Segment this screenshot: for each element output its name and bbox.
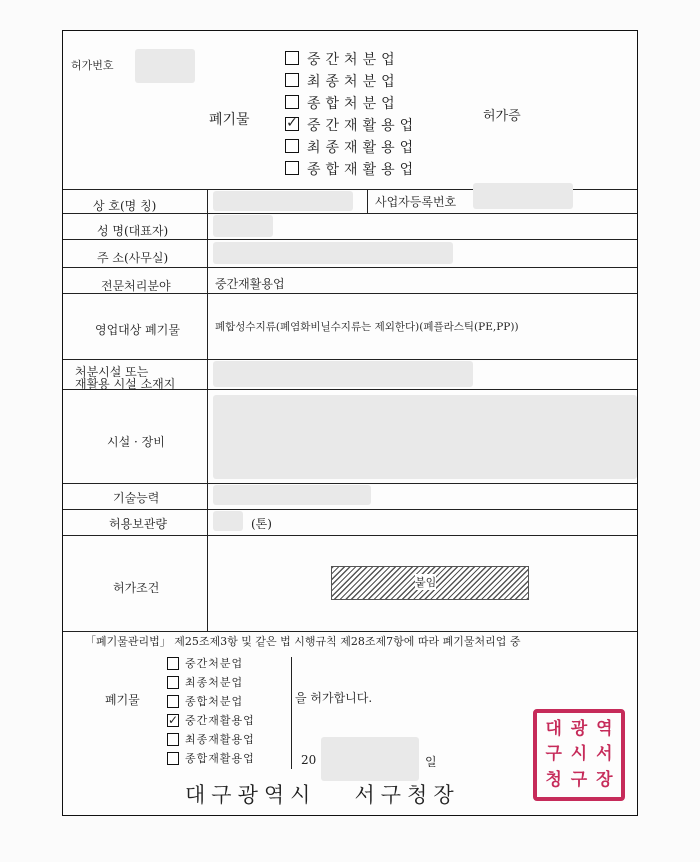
footer-waste-type-label: 최종처분업	[185, 676, 244, 689]
waste-type-label: 중간처분업	[307, 52, 400, 68]
seal-character: 구	[545, 744, 562, 765]
statement-text: 「폐기물관리법」 제25조제3항 및 같은 법 시행규칙 제28조제7항에 따라 폐기물처리업 중	[85, 635, 521, 648]
divider	[63, 535, 637, 536]
divider	[63, 483, 637, 484]
permit-no-redacted	[135, 49, 195, 83]
conditions-label: 허가조건	[113, 581, 160, 595]
footer-waste-type-label: 최종재활용업	[185, 733, 255, 746]
facility-location-label-1: 처분시설 또는	[75, 365, 149, 379]
waste-type-checkbox[interactable]	[285, 161, 299, 175]
waste-type-checkbox[interactable]	[285, 95, 299, 109]
divider	[207, 189, 208, 631]
permit-document	[62, 30, 638, 816]
address-redacted	[213, 242, 453, 264]
waste-type-label: 최종처분업	[307, 74, 400, 90]
footer-waste-type-checkbox[interactable]: ✓	[168, 713, 179, 727]
seal-character: 대	[545, 719, 562, 740]
seal-character: 구	[570, 769, 588, 790]
divider	[63, 509, 637, 510]
waste-type-checkbox[interactable]	[285, 73, 299, 87]
date-suffix: 일	[425, 755, 437, 769]
waste-type-label: 최종재활용업	[307, 140, 419, 156]
name-redacted	[213, 215, 273, 237]
equipment-redacted	[213, 395, 637, 479]
seal-character: 장	[596, 769, 613, 790]
business-waste-label: 영업대상 폐기물	[95, 323, 180, 337]
authority-name: 대구광역시 서구청장	[185, 783, 460, 807]
title-right: 허가증	[483, 109, 521, 124]
footer-waste-type-checkbox[interactable]	[167, 752, 179, 765]
footer-waste-type-label: 중간처분업	[185, 657, 244, 670]
footer-waste-type-checkbox[interactable]	[167, 676, 179, 689]
storage-label: 허용보관량	[109, 517, 167, 531]
footer-waste-label: 폐기물	[105, 693, 140, 707]
date-redacted	[321, 737, 419, 781]
divider	[367, 189, 368, 213]
seal-character: 서	[596, 744, 613, 765]
footer-waste-type-label: 종합재활용업	[185, 752, 255, 765]
footer-waste-type-checkbox[interactable]	[167, 695, 179, 708]
divider	[63, 359, 637, 360]
tech-redacted	[213, 485, 371, 505]
footer-waste-type-checkbox[interactable]	[167, 733, 179, 746]
facility-location-label-2: 재활용 시설 소재지	[75, 377, 176, 391]
official-seal	[533, 709, 625, 801]
footer-bracket	[287, 657, 292, 769]
conditions-value: 붙임	[415, 576, 437, 589]
divider	[63, 631, 637, 632]
footer-waste-type-label: 중간재활용업	[185, 714, 255, 727]
specialty-label: 전문처리분야	[101, 279, 171, 293]
facility-location-redacted	[213, 361, 473, 387]
divider	[63, 267, 637, 268]
waste-type-checkbox[interactable]	[285, 139, 299, 153]
seal-character: 역	[596, 719, 613, 740]
permit-no-label: 허가번호	[71, 59, 114, 72]
address-label: 주 소(사무실)	[97, 251, 169, 265]
business-reg-label: 사업자등록번호	[375, 195, 457, 209]
business-waste-value: 폐합성수지류(폐염화비닐수지류는 제외한다)(폐플라스틱(PE,PP))	[215, 321, 519, 333]
title-left: 폐기물	[209, 112, 250, 128]
granted-text: 을 허가합니다.	[295, 691, 373, 705]
seal-character: 청	[545, 769, 562, 790]
company-label: 상 호(명 칭)	[93, 199, 157, 213]
date-prefix: 20	[301, 753, 317, 767]
specialty-value: 중간재활용업	[215, 277, 285, 291]
footer-waste-type-checkbox[interactable]	[167, 657, 179, 670]
name-label: 성 명(대표자)	[97, 224, 169, 238]
storage-value: (톤)	[251, 517, 272, 531]
divider	[63, 239, 637, 240]
waste-type-label: 종합재활용업	[307, 162, 419, 178]
waste-type-label: 종합처분업	[307, 96, 400, 112]
waste-type-checkbox[interactable]	[285, 51, 299, 65]
waste-type-label: 중간재활용업	[307, 118, 419, 134]
waste-type-checkbox[interactable]: ✓	[286, 115, 298, 131]
seal-character: 광	[570, 719, 588, 740]
business-reg-redacted	[473, 183, 573, 209]
footer-waste-type-label: 종합처분업	[185, 695, 244, 708]
company-redacted	[213, 191, 353, 211]
seal-character: 시	[570, 744, 588, 765]
equipment-label: 시설 · 장비	[107, 435, 165, 449]
storage-redacted	[213, 511, 243, 531]
tech-label: 기술능력	[113, 491, 160, 505]
